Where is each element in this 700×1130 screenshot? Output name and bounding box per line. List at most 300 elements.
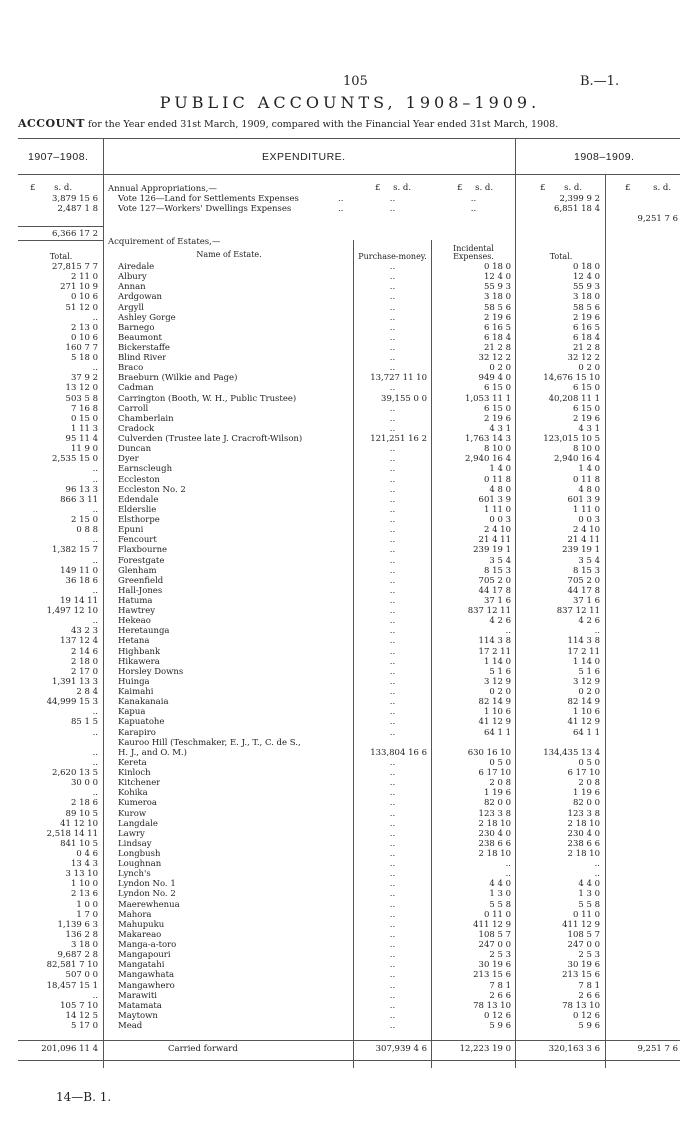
table-bottom-rule	[18, 1060, 680, 1061]
row-estate-name: Kurow	[118, 808, 147, 819]
row-total: 2 4 10	[572, 525, 600, 536]
row-estate-name: Carroll	[118, 403, 149, 414]
row-prev-total: 27,815 7 7	[52, 262, 98, 272]
row-purchase-money: ..	[389, 727, 396, 738]
row-purchase-money: ..	[389, 879, 396, 890]
row-total: 3 5 4	[578, 555, 600, 566]
lsd-pm	[375, 183, 411, 193]
row-total: 411 12 9	[562, 919, 600, 930]
page-title: PUBLIC ACCOUNTS, 1908–1909.	[159, 93, 541, 112]
lsd-d: d.	[573, 183, 583, 193]
row-purchase-money: ..	[389, 423, 396, 434]
row-estate-name: Epuni	[118, 525, 144, 536]
row-estate-name: Makareao	[118, 929, 162, 940]
row-incidental: 0 11 8	[483, 474, 511, 485]
row-total: 5 1 6	[578, 666, 600, 677]
row-incidental: 2 6 6	[489, 990, 511, 1001]
row-estate-name: Maerewhenua	[118, 899, 180, 910]
row-purchase-money: ..	[389, 585, 396, 596]
row-incidental: 30 19 6	[478, 960, 511, 971]
row-purchase-money: ..	[389, 646, 396, 657]
row-estate-name: Mahora	[118, 909, 152, 920]
row-prev-total: ..	[92, 788, 98, 799]
row-purchase-money: ..	[389, 535, 396, 546]
row-prev-total: 1,391 13 3	[52, 676, 98, 687]
row-prev-total: 2 17 0	[70, 666, 98, 677]
row-total: 123 3 8	[567, 808, 600, 819]
row-estate-name: Huinga	[118, 676, 150, 687]
row-estate-name: Highbank	[118, 646, 161, 657]
row-total: 123,015 10 5	[543, 434, 600, 444]
row-prev-total: 160 7 7	[65, 343, 98, 353]
header-current-year: 1908–1909.	[574, 151, 635, 163]
row-total: 2 6 6	[578, 990, 600, 1001]
row-incidental: 3 5 4	[489, 555, 511, 566]
row-incidental: 4 8 0	[489, 484, 511, 495]
row-purchase-money: ..	[389, 332, 396, 343]
row-total: 0 18 0	[572, 262, 600, 272]
row-estate-name: Elsthorpe	[118, 515, 160, 525]
row-incidental: 0 0 3	[489, 515, 511, 525]
carried-pm: 307,939 4 6	[375, 1044, 427, 1054]
lsd-group	[625, 183, 671, 193]
row-estate-name: Cadman	[118, 383, 154, 394]
row-purchase-money: ..	[389, 353, 396, 364]
row-incidental: 37 1 6	[483, 596, 511, 606]
subtitle-rest: for the Year ended 31st March, 1909, compared with the Financial Year ended 31st March, 1908.	[84, 119, 559, 130]
row-prev-total: 105 7 10	[60, 1000, 98, 1011]
row-incidental: 7 8 1	[489, 980, 511, 991]
row-total: 58 5 6	[572, 302, 600, 313]
row-estate-name: Loughnan	[118, 859, 162, 870]
row-total: 40,208 11 1	[548, 393, 600, 404]
row-prev-total: 137 12 4	[60, 636, 98, 647]
row-incidental: 0 2 0	[489, 363, 511, 374]
row-purchase-money: ..	[389, 717, 396, 728]
row-estate-name: Heretaunga	[118, 626, 170, 637]
row-estate-name: Culverden (Trustee late J. Cracroft-Wilson)	[118, 434, 303, 444]
carried-total: 320,163 3 6	[548, 1044, 600, 1054]
row-total: 837 12 11	[556, 606, 600, 617]
row-incidental: 837 12 11	[467, 606, 511, 617]
row-total: 55 9 3	[572, 282, 600, 293]
row-prev-total: 2 14 6	[70, 646, 98, 657]
lsd-s: s.	[393, 183, 401, 193]
row-total: 238 6 6	[567, 838, 600, 849]
row-prev-total: 11 9 0	[70, 444, 98, 455]
row-incidental: 2 0 8	[489, 778, 511, 789]
row-purchase-money: ..	[389, 818, 396, 829]
row-incidental: 108 5 7	[478, 929, 511, 940]
row-estate-name: Braco	[118, 363, 144, 374]
row-incidental: 3 18 0	[483, 292, 511, 303]
row-purchase-money: ..	[389, 1000, 396, 1011]
row-purchase-money: ..	[389, 312, 396, 323]
row-prev-total: 2,620 13 5	[52, 768, 98, 778]
row-estate-name: Kereta	[118, 757, 147, 768]
row-total: 6 18 4	[572, 332, 600, 343]
row-estate-name: Mangawhata	[118, 970, 175, 981]
row-total: 8 10 0	[572, 444, 600, 455]
row-total: 32 12 2	[567, 353, 600, 364]
row-purchase-money: ..	[389, 545, 396, 556]
row-estate-name: Kitchener	[118, 778, 161, 789]
row-prev-total: 1,497 12 10	[46, 606, 98, 617]
row-total: 30 19 6	[567, 960, 600, 971]
row-incidental: 3 12 9	[483, 676, 511, 687]
row-purchase-money: ..	[389, 929, 396, 940]
row-purchase-money: ..	[389, 262, 396, 272]
row-prev-total: 85 1 5	[70, 717, 98, 728]
row-purchase-money: ..	[389, 707, 396, 718]
carried-rule	[18, 1040, 680, 1041]
table-top-rule	[18, 138, 680, 139]
row-incidental: 2 5 3	[489, 950, 511, 961]
row-prev-total: ..	[92, 504, 98, 515]
row-incidental: 2 18 10	[478, 818, 511, 829]
row-estate-name: Elderslie	[118, 504, 157, 515]
row-purchase-money: ..	[389, 757, 396, 768]
row-incidental: 2 18 10	[478, 849, 511, 859]
row-incidental: ..	[505, 869, 511, 880]
row-estate-name: Beaumont	[118, 332, 162, 343]
row-total: 2 19 6	[572, 413, 600, 424]
row-prev-total: 0 10 6	[70, 332, 98, 343]
estates-heading: Acquirement of Estates,—	[108, 237, 221, 247]
row-estate-name: Karapiro	[118, 727, 156, 738]
row-estate-name: Edendale	[118, 494, 159, 505]
row-purchase-money: ..	[389, 606, 396, 617]
row-estate-name: Kanakanaia	[118, 697, 169, 708]
row-incidental: 2 19 6	[483, 413, 511, 424]
row-incidental: 239 19 1	[473, 545, 511, 556]
row-estate-name: Hall-Jones	[118, 585, 163, 596]
row-estate-name: Eccleston	[118, 474, 160, 485]
row-prev-total: 0 10 6	[70, 292, 98, 303]
row-purchase-money: ..	[389, 919, 396, 930]
row-purchase-money: ..	[389, 636, 396, 647]
row-incidental: 0 5 0	[489, 757, 511, 768]
carried-prev: 201,096 11 4	[41, 1044, 98, 1054]
row-prev-total: 1 7 0	[76, 909, 98, 920]
row-purchase-money: ..	[389, 970, 396, 981]
lsd-inc	[457, 183, 493, 193]
row-incidental: 6 18 4	[483, 332, 511, 343]
page-subtitle	[18, 117, 558, 130]
row-total: 2,940 16 4	[554, 454, 600, 465]
row-prev-total: ..	[92, 555, 98, 566]
row-estate-name: Longbush	[118, 849, 161, 859]
row-total: 64 1 1	[572, 727, 600, 738]
row-purchase-money: ..	[389, 454, 396, 465]
row-incidental: 213 15 6	[473, 970, 511, 981]
lsd-l: £	[457, 183, 463, 193]
row-purchase-money: ..	[389, 687, 396, 697]
row-incidental: 64 1 1	[483, 727, 511, 738]
lsd-s: s.	[475, 183, 483, 193]
row-prev-total: 30 0 0	[70, 778, 98, 789]
row-incidental: 2,940 16 4	[465, 454, 511, 465]
row-total: ..	[594, 869, 600, 880]
lsd-d: d.	[484, 183, 494, 193]
row-prev-total: 1 11 3	[70, 423, 98, 434]
row-prev-total: 841 10 5	[60, 838, 98, 849]
row-estate-name: Kauroo Hill (Teschmaker, E. J., T., C. de S.,	[118, 737, 301, 748]
row-incidental: 1 3 0	[489, 889, 511, 900]
row-purchase-money: ..	[389, 849, 396, 859]
row-incidental: 411 12 9	[473, 919, 511, 930]
row-estate-name: Mangawhero	[118, 980, 175, 991]
row-incidental: 1 11 0	[483, 504, 511, 515]
col-name: Name of Estate.	[196, 250, 262, 259]
lsd-l: £	[375, 183, 381, 193]
row-purchase-money: ..	[389, 778, 396, 789]
row-purchase-money: ..	[389, 494, 396, 505]
header-bottom-rule	[18, 174, 680, 175]
row-estate-name: Kapuatohe	[118, 717, 165, 728]
row-total: 4 3 1	[578, 423, 600, 434]
row-total: 230 4 0	[567, 828, 600, 839]
row-incidental: 17 2 11	[478, 646, 511, 657]
row-total: 6 16 5	[572, 322, 600, 333]
row-estate-name: Hetana	[118, 636, 150, 647]
row-estate-name: Marawiti	[118, 990, 158, 1001]
row-incidental: 6 15 0	[483, 383, 511, 394]
row-purchase-money: ..	[389, 484, 396, 495]
row-incidental: 1 19 6	[483, 788, 511, 799]
row-incidental: 1,763 14 3	[465, 434, 511, 444]
row-estate-name: Lindsay	[118, 838, 152, 849]
row-prev-total: 136 2 8	[65, 929, 98, 940]
row-purchase-money: ..	[389, 596, 396, 606]
col-purchase-money: Purchase-money.	[358, 252, 427, 261]
row-prev-total: 1,139 6 3	[57, 919, 98, 930]
row-purchase-money: ..	[389, 383, 396, 394]
row-incidental: 21 4 11	[478, 535, 511, 546]
row-total: 17 2 11	[567, 646, 600, 657]
row-total: ..	[594, 859, 600, 870]
row-total: 1 19 6	[572, 788, 600, 799]
row-purchase-money: ..	[389, 302, 396, 313]
row-prev-total: 7 16 8	[70, 403, 98, 414]
row-prev-total: ..	[92, 990, 98, 1001]
row-prev-total: 43 2 3	[70, 626, 98, 637]
row-purchase-money: ..	[389, 666, 396, 677]
row-total: 0 12 6	[572, 1010, 600, 1021]
row-incidental: 5 1 6	[489, 666, 511, 677]
row-prev-total: 18,457 15 1	[46, 980, 98, 991]
row-purchase-money: ..	[389, 869, 396, 880]
row-estate-name: Lyndon No. 2	[118, 889, 176, 900]
row-incidental: 55 9 3	[483, 282, 511, 293]
row-estate-name: Albury	[118, 272, 147, 283]
group-total: 9,251 7 6	[637, 214, 678, 224]
row-estate-name: Mangapouri	[118, 950, 171, 961]
row-prev-total: ..	[92, 464, 98, 475]
row-estate-name: Ardgowan	[118, 292, 163, 303]
row-incidental: 0 12 6	[483, 1010, 511, 1021]
row-prev-total: 82,581 7 10	[46, 960, 98, 971]
row-purchase-money: ..	[389, 808, 396, 819]
row-total: 2 18 10	[567, 849, 600, 859]
row-total: 21 4 11	[567, 535, 600, 546]
page-footer: 14—B. 1.	[56, 1090, 112, 1104]
row-estate-name: Kaimahi	[118, 687, 154, 697]
lsd-l: £	[625, 183, 631, 193]
row-incidental: 4 3 1	[489, 423, 511, 434]
row-total: 7 8 1	[578, 980, 600, 991]
lsd-s: s.	[54, 183, 62, 193]
row-incidental: 8 10 0	[483, 444, 511, 455]
row-purchase-money: ..	[389, 889, 396, 900]
lsd-l: £	[540, 183, 546, 193]
approp-prev: 2,487 1 8	[57, 204, 98, 214]
header-prev-year: 1907–1908.	[28, 151, 89, 163]
lsd-d: d.	[63, 183, 73, 193]
row-purchase-money: ..	[389, 960, 396, 971]
row-purchase-money: ..	[389, 515, 396, 525]
row-incidental: 630 16 10	[467, 747, 511, 758]
row-prev-total: ..	[92, 707, 98, 718]
row-purchase-money: ..	[389, 272, 396, 283]
row-prev-total: 51 12 0	[65, 302, 98, 313]
row-estate-name: Lawry	[118, 828, 145, 839]
row-estate-name: Annan	[118, 282, 146, 293]
row-total: 4 8 0	[578, 484, 600, 495]
row-prev-total: 5 18 0	[70, 353, 98, 364]
row-prev-total: ..	[92, 312, 98, 323]
row-estate-name: Kinloch	[118, 768, 151, 778]
approp-dots: ..	[338, 194, 344, 204]
row-purchase-money: ..	[389, 859, 396, 870]
row-purchase-money: ..	[389, 555, 396, 566]
row-prev-total: 271 10 9	[60, 282, 98, 293]
lsd-s: s.	[564, 183, 572, 193]
prev-sum-rule	[18, 226, 104, 227]
row-prev-total: 2 15 0	[70, 515, 98, 525]
row-purchase-money: ..	[389, 413, 396, 424]
row-total: 1 10 6	[572, 707, 600, 718]
approp-pm: ..	[389, 204, 396, 214]
row-incidental: 705 2 0	[478, 575, 511, 586]
row-purchase-money: ..	[389, 697, 396, 708]
row-purchase-money: ..	[389, 282, 396, 293]
row-total: 0 11 0	[572, 909, 600, 920]
row-purchase-money: 39,155 0 0	[381, 393, 427, 404]
row-prev-total: ..	[92, 747, 98, 758]
row-purchase-money: ..	[389, 565, 396, 576]
row-total: 6 15 0	[572, 383, 600, 394]
row-estate-name: Matamata	[118, 1000, 162, 1011]
row-total: 4 4 0	[578, 879, 600, 890]
row-prev-total: 36 18 6	[65, 575, 98, 586]
row-prev-total: 37 9 2	[70, 373, 98, 384]
row-incidental: 247 0 0	[478, 940, 511, 950]
row-estate-name: Carrington (Booth, W. H., Public Trustee)	[118, 393, 297, 404]
row-incidental: 2 4 10	[483, 525, 511, 536]
row-incidental: 114 3 8	[478, 636, 511, 647]
row-estate-name: Lynch's	[118, 869, 151, 880]
row-estate-name: Duncan	[118, 444, 152, 455]
row-incidental: 1 10 6	[483, 707, 511, 718]
row-incidental: 78 13 10	[473, 1000, 511, 1011]
row-incidental: 32 12 2	[478, 353, 511, 364]
row-incidental: 21 2 8	[483, 343, 511, 353]
row-incidental: 6 16 5	[483, 322, 511, 333]
approp-prev: 3,879 15 6	[52, 194, 98, 204]
lsd-total	[540, 183, 582, 193]
row-total: 3 12 9	[572, 676, 600, 687]
row-estate-name: Bickerstaffe	[118, 343, 170, 353]
row-total: 0 2 0	[578, 687, 600, 697]
row-prev-total: 2 11 0	[70, 272, 98, 283]
row-total: 0 5 0	[578, 757, 600, 768]
row-total: 14,676 15 10	[543, 373, 600, 384]
row-incidental: 123 3 8	[478, 808, 511, 819]
row-estate-name: Glenham	[118, 565, 157, 576]
row-estate-name: Dyer	[118, 454, 139, 465]
row-total: 0 11 8	[572, 474, 600, 485]
row-purchase-money: ..	[389, 444, 396, 455]
row-incidental: 230 4 0	[478, 828, 511, 839]
row-incidental: 5 5 8	[489, 899, 511, 910]
row-total: 41 12 9	[567, 717, 600, 728]
row-purchase-money: ..	[389, 768, 396, 778]
row-total: 705 2 0	[567, 575, 600, 586]
row-purchase-money: ..	[389, 464, 396, 475]
row-estate-name: Forestgate	[118, 555, 165, 566]
row-prev-total: 96 13 3	[65, 484, 98, 495]
row-prev-total: 95 11 4	[65, 434, 98, 444]
header-expenditure: EXPENDITURE.	[262, 151, 346, 163]
approp-dots: ..	[338, 204, 344, 214]
row-purchase-money: ..	[389, 828, 396, 839]
row-total: 2 19 6	[572, 312, 600, 323]
row-purchase-money: ..	[389, 474, 396, 485]
row-total: 2 0 8	[578, 778, 600, 789]
left-col-rule	[103, 138, 104, 1068]
row-purchase-money: ..	[389, 1010, 396, 1021]
lsd-d: d.	[662, 183, 672, 193]
row-total: 0 0 3	[578, 515, 600, 525]
row-incidental: 8 15 3	[483, 565, 511, 576]
row-purchase-money: ..	[389, 343, 396, 353]
col-total-prev: Total.	[49, 252, 73, 261]
row-prev-total: 13 12 0	[65, 383, 98, 394]
row-purchase-money: ..	[389, 899, 396, 910]
row-purchase-money: ..	[389, 1021, 396, 1031]
row-purchase-money: ..	[389, 525, 396, 536]
row-prev-total: 1 10 0	[70, 879, 98, 890]
row-estate-name: Kapua	[118, 707, 146, 718]
row-prev-total: 13 4 3	[70, 859, 98, 870]
row-prev-total: 41 12 10	[60, 818, 98, 829]
row-estate-name: Earnscleugh	[118, 464, 173, 475]
approp-total: 2,399 9 2	[559, 194, 600, 204]
row-estate-name: Fencourt	[118, 535, 157, 546]
row-prev-total: 0 4 6	[76, 849, 98, 859]
row-total: 114 3 8	[567, 636, 600, 647]
row-total: 6 17 10	[567, 768, 600, 778]
row-purchase-money: ..	[389, 798, 396, 809]
row-incidental: 5 9 6	[489, 1021, 511, 1031]
row-incidental: 6 17 10	[478, 768, 511, 778]
row-total: 44 17 8	[567, 585, 600, 596]
row-prev-total: 3 13 10	[65, 869, 98, 880]
row-purchase-money: ..	[389, 403, 396, 414]
row-estate-name: Chamberlain	[118, 413, 174, 424]
row-purchase-money: ..	[389, 363, 396, 374]
